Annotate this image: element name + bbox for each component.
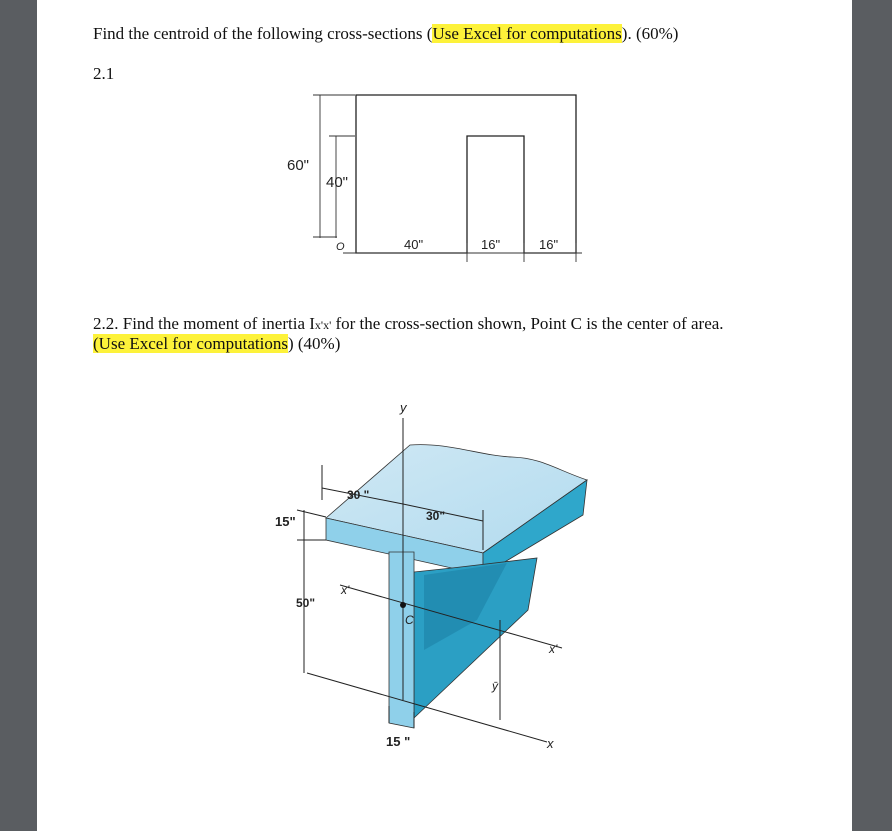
dim-label-30-left: 30 "	[347, 488, 370, 502]
y-bar-label: ȳ	[492, 679, 498, 693]
figure-2-2	[37, 380, 852, 831]
dim-label-16-first: 16"	[481, 237, 501, 252]
origin-label: O	[336, 241, 345, 253]
dim-label-40-bottom: 40"	[404, 237, 424, 252]
x-prime-label-left: x'	[341, 583, 350, 597]
question-2-line-2: (Use Excel for computations) (40%)	[93, 334, 341, 353]
dim-label-40-vertical: 40"	[326, 174, 349, 191]
cross-section-outline	[356, 95, 576, 253]
centroid-point	[400, 602, 406, 608]
dim-label-50: 50"	[296, 596, 316, 610]
dim-label-15-web: 15 "	[386, 734, 411, 749]
x-prime-label-right: x'	[549, 642, 558, 656]
question-1-text: Find the centroid of the following cross-sections (Use Excel for computations). (60%)	[93, 24, 679, 43]
highlight-excel-2: Use Excel for computations	[98, 334, 288, 353]
question-1-number: 2.1	[93, 64, 115, 83]
y-axis-label: y	[400, 400, 407, 415]
dim-label-30-right: 30"	[426, 509, 446, 523]
highlight-excel-1: Use Excel for computations	[432, 24, 622, 43]
x-axis-label: x	[547, 736, 554, 751]
figure-2-1	[37, 0, 852, 300]
moment-subscript: x'x'	[314, 318, 332, 332]
document-page	[37, 0, 852, 831]
dim-label-60: 60"	[287, 157, 310, 174]
dim-label-16-second: 16"	[539, 237, 559, 252]
question-2-line-1: 2.2. Find the moment of inertia Ix'x' for the cross-section shown, Point C is the center of area.	[93, 314, 724, 333]
dim-label-15-flange: 15"	[275, 514, 296, 529]
center-label: C	[405, 613, 414, 627]
